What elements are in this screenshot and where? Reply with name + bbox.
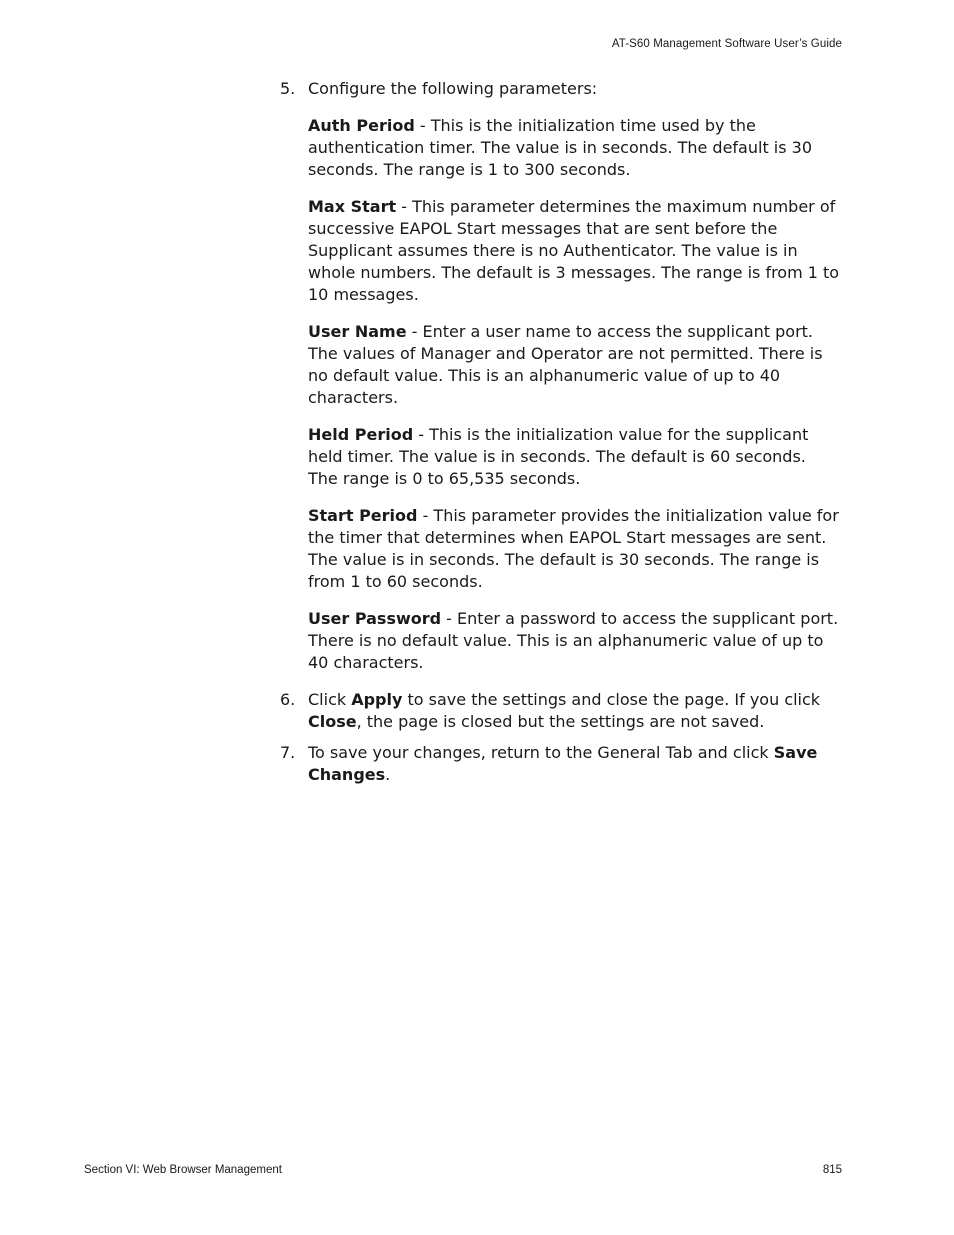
param-term: Start Period xyxy=(308,506,418,525)
text-fragment: . xyxy=(385,765,391,784)
step-text: Configure the following parameters: xyxy=(308,79,598,98)
step-5 xyxy=(280,78,840,100)
step-text xyxy=(308,689,840,733)
param-auth-period xyxy=(308,115,840,181)
step-number: 7. xyxy=(280,743,296,762)
running-header: AT-S60 Management Software User’s Guide xyxy=(611,38,842,50)
param-description: - This parameter determines the maximum number of successive EAPOL Start messages that are sent before the Supplicant assumes there is no Authenticator. The value is in whole numbers. The default is 3 messages. The range is from 1 to 10 messages. xyxy=(308,197,840,304)
param-term: Held Period xyxy=(308,425,414,444)
save-changes-keyword: Save Changes xyxy=(308,743,818,784)
param-user-name xyxy=(308,321,840,409)
param-term: User Password xyxy=(308,609,442,628)
param-description: - Enter a password to access the supplicant port. There is no default value. This is an alphanumeric value of up to 40 characters. xyxy=(308,609,839,672)
step-number: 6. xyxy=(280,690,296,709)
parameter-list xyxy=(280,115,840,674)
apply-keyword: Apply xyxy=(351,690,403,709)
param-description: - This parameter provides the initialization value for the timer that determines when EAPOL Start messages are sent. The value is in seconds. The default is 30 seconds. The range is from 1 to 60 seconds. xyxy=(308,506,839,591)
footer-section: Section VI: Web Browser Management xyxy=(84,1164,282,1176)
step-number: 5. xyxy=(280,79,296,98)
param-held-period xyxy=(308,424,840,490)
param-term: User Name xyxy=(308,322,407,341)
text-fragment: To save your changes, return to the General Tab and click xyxy=(308,743,774,762)
param-description: - This is the initialization time used by the authentication timer. The value is in seconds. The default is 30 seconds. The range is 1 to 300 seconds. xyxy=(308,116,813,179)
param-term: Max Start xyxy=(308,197,397,216)
document-body xyxy=(280,78,840,786)
step-6 xyxy=(280,689,840,733)
step-7 xyxy=(280,742,840,786)
param-user-password xyxy=(308,608,840,674)
page-number: 815 xyxy=(822,1164,842,1176)
param-term: Auth Period xyxy=(308,116,415,135)
param-start-period xyxy=(308,505,840,593)
param-description: - Enter a user name to access the supplicant port. The values of Manager and Operator are not permitted. There is no default value. This is an alphanumeric value of up to 40 characters. xyxy=(308,322,823,407)
step-text xyxy=(308,742,840,786)
param-max-start xyxy=(308,196,840,306)
text-fragment: to save the settings and close the page. If you click xyxy=(402,690,821,709)
close-keyword: Close xyxy=(308,712,357,731)
text-fragment: Click xyxy=(308,690,352,709)
param-description: - This is the initialization value for the supplicant held timer. The value is in seconds. The default is 60 seconds. The range is 0 to 65,535 seconds. xyxy=(308,425,809,488)
text-fragment: , the page is closed but the settings are not saved. xyxy=(356,712,765,731)
